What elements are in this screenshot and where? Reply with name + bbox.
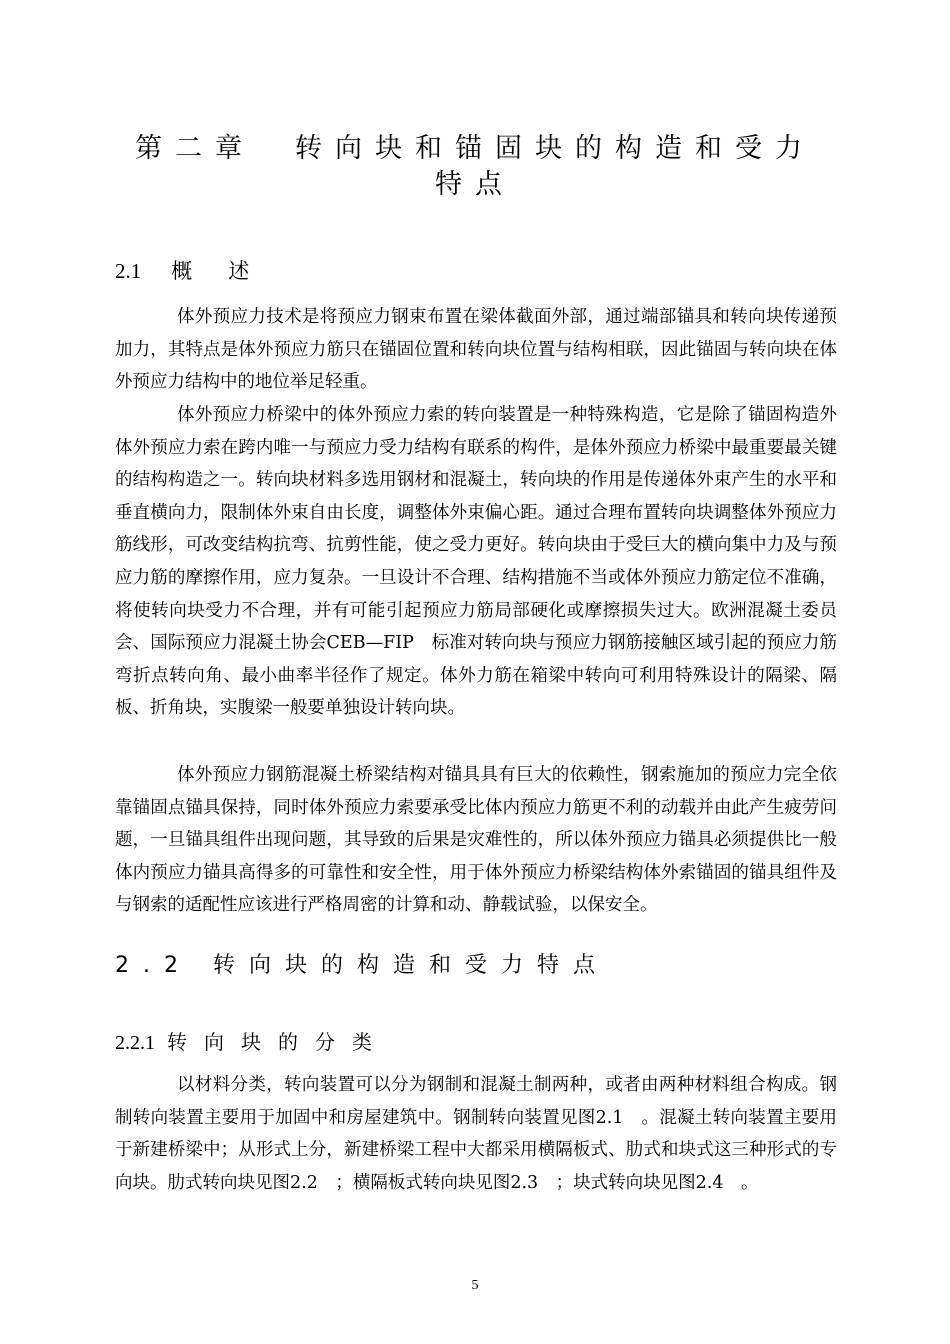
paragraph-3: 体外预应力钢筋混凝土桥梁结构对锚具具有巨大的依赖性，钢索施加的预应力完全依靠锚固点锚具保持，同时体外预应力索要承受比体内预应力筋更不利的动载并由此产生疲劳问题，一旦锚具组件出现问题，其导致的后果是灾难性的，所以体外预应力锚具必须提供比一般体内预应力锚具高得多的可靠性和安全性，用于体外预应力桥梁结构体外索锚固的锚具组件及与钢索的适配性应该进行严格周密的计算和动、静载试验，以保安全。: [115, 765, 837, 916]
paragraph-4: 以材料分类，转向装置可以分为钢制和混凝土制两种，或者由两种材料组合构成。钢制转向装置主要用于加固中和房屋建筑中。钢制转向装置见图2.1 。混凝土转向装置主要用于新建桥梁中；从形式上分，新建桥梁工程中大都采用横隔板式、肋式和块式这三种形式的专向块。肋式转向块见图2.2 ；横隔板式转向块见图2.3 ；块式转向块见图2.4 。: [115, 1075, 837, 1193]
subsection-number: 2.2.1: [115, 1032, 155, 1054]
chapter-title-line-2: 特点: [435, 169, 515, 200]
section-title: 概述: [171, 259, 286, 283]
paragraph-1: 体外预应力技术是将预应力钢束布置在梁体截面外部，通过端部锚具和转向块传递预加力，其特点是体外预应力筋只在锚固位置和转向块位置与结构相联，因此锚固与转向块在体外预应力结构中的地位举足轻重。: [115, 307, 837, 393]
chapter-title: [115, 131, 835, 203]
paragraph-2: 体外预应力桥梁中的体外预应力索的转向装置是一种特殊构造，它是除了锚固构造外体外预应力索在跨内唯一与预应力受力结构有联系的构件，是体外预应力桥梁中最重要最关键的结构构造之一。转向块材料多选用钢材和混凝土，转向块的作用是传递体外束产生的水平和垂直横向力，限制体外束自由长度，调整体外束偏心距。通过合理布置转向块调整体外预应力筋线形，可改变结构抗弯、抗剪性能，使之受力更好。转向块由于受巨大的横向集中力及与预应力筋的摩擦作用，应力复杂。一旦设计不合理、结构措施不当或体外预应力筋定位不准确，将使转向块受力不合理，并有可能引起预应力筋局部硬化或摩擦损失过大。欧洲混凝土委员会、国际预应力混凝土协会CEB—FIP 标准对转向块与预应力钢筋接触区域引起的预应力筋弯折点转向角、最小曲率半径作了规定。体外力筋在箱梁中转向可利用特殊设计的隔梁、隔板、折角块，实腹梁一般要单独设计转向块。: [115, 405, 837, 719]
section-number: 2.1: [115, 259, 142, 283]
chapter-title-line-1: 第二章 转向块和锚固块的构造和受力: [135, 133, 815, 164]
subsection-title: 转向块的分类: [167, 1030, 389, 1054]
section-heading-2-1: [115, 255, 285, 285]
page-number: 5: [471, 1278, 479, 1293]
section-heading-2-2-1: [115, 1026, 389, 1055]
section-heading-2-2: 2.2 转向块的构造和受力特点: [115, 953, 609, 978]
